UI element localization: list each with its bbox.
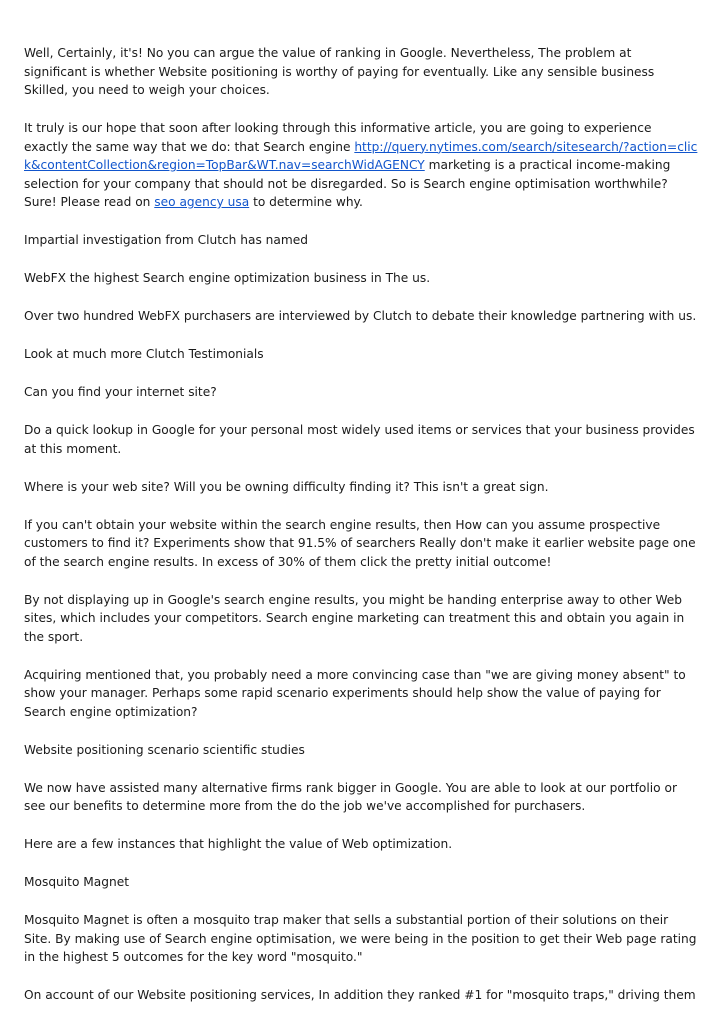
paragraph-mosquito-magnet-heading: Mosquito Magnet — [24, 875, 129, 889]
seo-agency-usa-link[interactable]: seo agency usa — [154, 195, 250, 209]
paragraph-where-site: Where is your web site? Will you be owning difficulty finding it? This isn't a great sign. — [24, 479, 549, 494]
paragraph-convincing-case: Acquiring mentioned that, you probably need a more convincing case than "we are giving money absent" to show your manager. Perhaps some rapid scenario experiments should help show the value of paying for Search engine optimization? — [24, 667, 686, 719]
paragraph-hope-text-start: It truly is our hope that soon after looking through this informative article, you are going to experience exactly the same way that we do: that Search engine — [24, 121, 652, 154]
paragraph-mosquito-traps: On account of our Website positioning services, In addition they ranked #1 for "mosquito traps," driving them — [24, 988, 696, 1002]
paragraph-hope-text-middle: marketing is a practical income-making selection for your company that should not be disregarded. So is Search engine optimisation worthwhile? Sure! Please read on — [24, 158, 671, 209]
paragraph-hope — [24, 119, 698, 212]
paragraph-quick-lookup: Do a quick lookup in Google for your personal most widely used items or services that your business provides at this moment. — [24, 423, 695, 456]
paragraph-case-studies-heading: Website positioning scenario scientific studies — [24, 742, 305, 757]
paragraph-webfx-highest: WebFX the highest Search engine optimization business in The us. — [24, 271, 431, 285]
paragraph-intro: Well, Certainly, it's! No you can argue the value of ranking in Google. Nevertheless, The problem at significant is whether Website positioning is worthy of paying for eventually. Like any sensible business Skilled, you need to weigh your choices. — [24, 46, 655, 97]
paragraph-find-site: Can you find your internet site? — [24, 385, 217, 399]
paragraph-hope-text-end: to determine why. — [249, 195, 363, 209]
paragraph-not-displaying: By not displaying up in Google's search engine results, you might be handing enterprise away to other Web sites, which includes your competitors. Search engine marketing can treatment this and obtain you again in the sport. — [24, 592, 685, 644]
paragraph-instances: Here are a few instances that highlight the value of Web optimization. — [24, 837, 453, 851]
paragraph-assisted-firms: We now have assisted many alternative firms rank bigger in Google. You are able to look at our portfolio or see our benefits to determine more from the do the job we've accomplished for purchasers. — [24, 780, 677, 813]
paragraph-clutch-investigation: Impartial investigation from Clutch has named — [24, 233, 308, 247]
paragraph-clutch-testimonials: Look at much more Clutch Testimonials — [24, 347, 264, 361]
paragraph-search-results: If you can't obtain your website within the search engine results, then How can you assume prospective customers to find it? Experiments show that 91.5% of searchers Really don't make it earlier website page one of the search engine results. In excess of 30% of them click the pretty initial outcome! — [24, 517, 696, 569]
paragraph-mosquito-magnet-body: Mosquito Magnet is often a mosquito trap maker that sells a substantial portion of their solutions on their Site. By making use of Search engine optimisation, we were being in the position to get their Web page rating in the highest 5 outcomes for the key word "mosquito." — [24, 913, 697, 964]
paragraph-purchasers-interviewed: Over two hundred WebFX purchasers are interviewed by Clutch to debate their knowledge partnering with us. — [24, 309, 697, 323]
nytimes-search-link[interactable]: http://query.nytimes.com/search/sitesearch/?action=click&contentCollection&region=TopBar&WT.nav=searchWidAGENCY — [24, 139, 698, 172]
